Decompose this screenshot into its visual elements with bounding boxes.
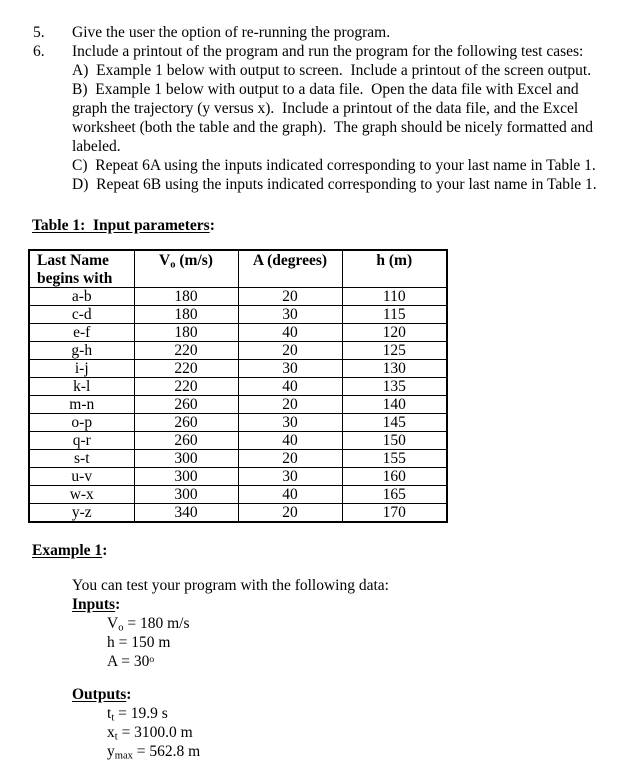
table-cell: a-b (29, 288, 134, 306)
outputs-label-text: Outputs (72, 686, 127, 703)
table-row (29, 396, 447, 414)
header-last-name-line2: begins with (37, 269, 113, 287)
table-cell: 180 (134, 306, 238, 324)
table-cell: 260 (134, 414, 238, 432)
header-v0 (134, 250, 238, 288)
inputs-label-colon: : (115, 596, 121, 613)
subitem-b: B) Example 1 below with output to a data file. Open the data file with Excel and graph the trajectory (y versus x). Include a printout of the data file, and the Excel worksheet (both the table and the graph). The graph should be nicely formatted and labeled. (72, 81, 597, 155)
list-item-5 (33, 23, 617, 42)
table-cell: 220 (134, 360, 238, 378)
table-cell: 160 (342, 468, 447, 486)
table-cell: q-r (29, 432, 134, 450)
table-cell: 145 (342, 414, 447, 432)
table-cell: 150 (342, 432, 447, 450)
table-cell: k-l (29, 378, 134, 396)
table-cell: 30 (238, 468, 342, 486)
table-cell: 20 (238, 342, 342, 360)
formula-line: $V_o = 180$ m/s (107, 615, 190, 634)
table-cell: y-z (29, 504, 134, 523)
table-row (29, 306, 447, 324)
header-h-m: h (m) (342, 250, 447, 288)
table-cell: 220 (134, 342, 238, 360)
table-cell: 20 (238, 288, 342, 306)
table-header (29, 250, 447, 288)
example-1-heading (32, 541, 617, 560)
table-cell: 120 (342, 324, 447, 342)
table-1-heading (32, 216, 617, 235)
table-cell: 140 (342, 396, 447, 414)
table-header-row (29, 250, 447, 288)
outputs-label-colon: : (126, 686, 132, 703)
formula-line: $t_t = 19.9$ s (107, 705, 168, 724)
table-cell: m-n (29, 396, 134, 414)
table-cell: i-j (29, 360, 134, 378)
table-cell: e-f (29, 324, 134, 342)
instruction-list (33, 23, 617, 194)
item-number: 6. (33, 43, 45, 60)
table-row (29, 288, 447, 306)
table-cell: 135 (342, 378, 447, 396)
table-row (29, 468, 447, 486)
subitem-c: C) Repeat 6A using the inputs indicated corresponding to your last name in Table 1. (72, 157, 596, 174)
table-1-heading-text: Table 1: Input parameters (32, 217, 210, 234)
outputs-label (72, 685, 617, 704)
example-1-heading-colon: : (102, 542, 108, 559)
table-cell: g-h (29, 342, 134, 360)
table-row (29, 378, 447, 396)
table-cell: 40 (238, 324, 342, 342)
formula-line: $A = 30^o$ (107, 653, 155, 670)
subitem-d: D) Repeat 6B using the inputs indicated corresponding to your last name in Table 1. (72, 176, 597, 193)
inputs-label-text: Inputs (72, 596, 116, 613)
table-cell: 340 (134, 504, 238, 523)
header-v0-pre: V (159, 252, 171, 269)
table-row (29, 450, 447, 468)
table-cell: o-p (29, 414, 134, 432)
table-row (29, 432, 447, 450)
item-number: 5. (33, 24, 45, 41)
inputs-list (107, 614, 617, 671)
formula-line: h = 150 m (107, 634, 171, 651)
table-cell: 300 (134, 486, 238, 504)
header-last-name (29, 250, 134, 288)
table-cell: u-v (29, 468, 134, 486)
table-row (29, 414, 447, 432)
table-cell: 30 (238, 306, 342, 324)
table-cell: 130 (342, 360, 447, 378)
table-body (29, 288, 447, 523)
table-cell: 40 (238, 432, 342, 450)
item-content (72, 42, 613, 194)
table-1-heading-colon: : (209, 217, 215, 234)
table-cell: 180 (134, 288, 238, 306)
table-cell: 110 (342, 288, 447, 306)
table-cell: s-t (29, 450, 134, 468)
table-cell: 260 (134, 432, 238, 450)
example-1-heading-text: Example 1 (32, 542, 103, 559)
list-item-6 (33, 42, 617, 194)
table-row (29, 486, 447, 504)
table-cell: 115 (342, 306, 447, 324)
table-row (29, 342, 447, 360)
table-cell: 30 (238, 360, 342, 378)
table-cell: 170 (342, 504, 447, 523)
table-cell: 125 (342, 342, 447, 360)
formula-line: $x_t = 3100.0$ m (107, 724, 193, 743)
header-v0-sub: o (170, 259, 176, 271)
example-intro: You can test your program with the following data: (72, 577, 389, 594)
item-text: Give the user the option of re-running the program. (72, 24, 391, 41)
table-cell: 20 (238, 396, 342, 414)
table-cell: 40 (238, 378, 342, 396)
inputs-label (72, 595, 617, 614)
table-cell: 300 (134, 450, 238, 468)
table-cell: 165 (342, 486, 447, 504)
item-text: Include a printout of the program and run the program for the following test cases: (72, 43, 584, 60)
subitem-a: A) Example 1 below with output to screen. Include a printout of the screen output. (72, 62, 592, 79)
example-block (72, 576, 617, 761)
input-parameters-table (28, 249, 448, 523)
table-row (29, 504, 447, 523)
table-cell: 220 (134, 378, 238, 396)
table-cell: 300 (134, 468, 238, 486)
header-v0-post: (m/s) (175, 252, 213, 269)
formula-line: $y_{max} = 562.8$ m (107, 743, 201, 762)
table-cell: 20 (238, 504, 342, 523)
table-cell: w-x (29, 486, 134, 504)
table-cell: 260 (134, 396, 238, 414)
table-cell: 30 (238, 414, 342, 432)
header-a-degrees: A (degrees) (238, 250, 342, 288)
table-cell: 40 (238, 486, 342, 504)
table-cell: c-d (29, 306, 134, 324)
table-cell: 180 (134, 324, 238, 342)
table-cell: 155 (342, 450, 447, 468)
header-last-name-line1: Last Name (37, 252, 109, 269)
table-row (29, 360, 447, 378)
table-row (29, 324, 447, 342)
table-cell: 20 (238, 450, 342, 468)
outputs-list (107, 704, 617, 761)
